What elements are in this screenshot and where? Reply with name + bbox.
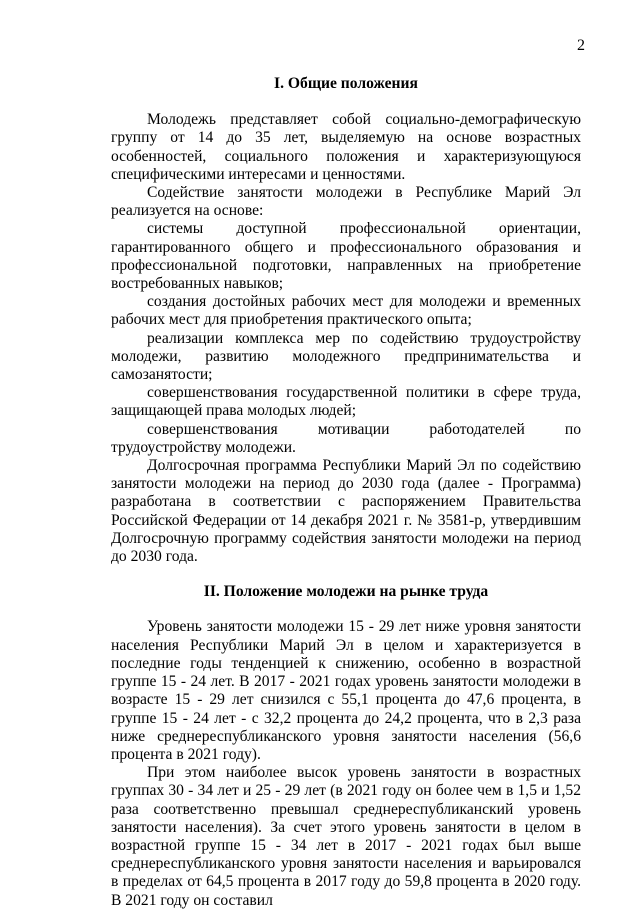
section-2-heading: II. Положение молодежи на рынке труда [203,583,489,601]
list-item: реализации комплекса мер по содействию трудоустройству молодежи, развитию молодежного предпринимательства и самозанятости; [111,329,581,384]
paragraph: Молодежь представляет собой социально-демографическую группу от 14 до 35 лет, выделяемую на основе возрастных особенностей, социального положения и характеризующуюся специфическими интересами и ценностями. [111,111,581,183]
list-item: совершенствования мотивации работодателей по трудоустройству молодежи. [111,420,581,456]
list-item: создания достойных рабочих мест для молодежи и временных рабочих мест для приобретения практического опыта; [111,293,581,329]
paragraph: При этом наиболее высок уровень занятости в возрастных группах 30 - 34 лет и 25 - 29 лет (в 2021 году он более чем в 1,5 и 1,52 раза соответственно превышал среднереспубликанский уровень занятости населения). За счет этого уровень занятости в целом в возрастной группе 15 - 34 лет в 2017 - 2021 годах был выше среднереспубликанского уровня занятости населения и варьировался в пределах от 64,5 процента в 2017 году до 59,8 процента в 2020 году. В 2021 году он составил [111,764,581,909]
list-item: системы доступной профессиональной ориентации, гарантированного общего и профессионального образования и профессиональной подготовки, направленных на приобретение востребованных навыков; [111,220,581,293]
page-number: 2 [577,37,585,54]
paragraph: Содействие занятости молодежи в Республике Марий Эл реализуется на основе: [111,184,581,220]
section-1-heading: I. Общие положения [274,75,418,92]
paragraph: Уровень занятости молодежи 15 - 29 лет ниже уровня занятости населения Республики Марий Эл в целом и характеризуется в последние годы тенденцией к снижению, особенно в возрастной группе 15 - 24 лет. В 2017 - 2021 годах уровень занятости молодежи в возрасте 15 - 29 лет снизился с 55,1 процента до 47,6 процента, в группе 15 - 24 лет - с 32,2 процента до 24,2 процента, что в 2,3 раза ниже среднереспубликанского уровня занятости населения (56,6 процента в 2021 году). [111,618,581,763]
paragraph: Долгосрочная программа Республики Марий Эл по содействию занятости молодежи на период до 2030 года (далее - Программа) разработана в соответствии с распоряжением Правительства Российской Федерации от 14 декабря 2021 г. № 3581-р, утвердившим Долгосрочную программу содействия занятости молодежи на период до 2030 года. [111,457,581,566]
document-body [111,75,581,910]
list-item: совершенствования государственной политики в сфере труда, защищающей права молодых людей; [111,384,581,420]
